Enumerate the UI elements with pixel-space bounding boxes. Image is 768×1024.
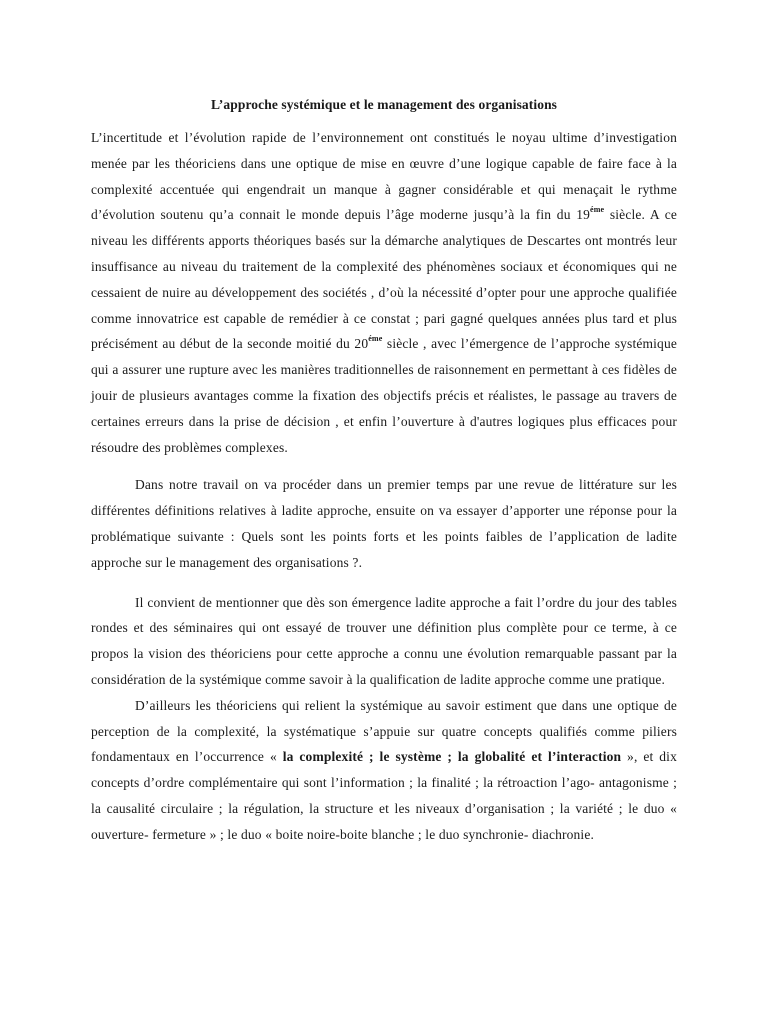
paragraph-4-text-a: D’ailleurs les théoriciens qui relient la systémique au savoir estiment que dans une optique de perception de la complexité, la systématique s’appuie sur quatre concepts qualifiés comme piliers fondamentaux en l’occurrence «	[91, 697, 677, 765]
paragraph-4-text-b: », et dix concepts d’ordre complémentaire qui sont l’information ; la finalité ; la rétroaction l’ago- antagonisme ; la causalité circulaire ; la régulation, la structure et les niveaux d’organisation ; la variété ; le duo « ouverture- fermeture » ; le duo « boite noire-boite blanche ; le duo synchronie- diachronie.	[91, 749, 677, 842]
paragraph-3: Il convient de mentionner que dès son émergence ladite approche a fait l’ordre du jour des tables rondes et des séminaires qui ont essayé de trouver une définition plus complète pour ce terme, à ce propos la vision des théoriciens pour cette approche a connu une évolution remarquable passant par la considération de la systémique comme savoir à la qualification de ladite approche comme une pratique.	[91, 594, 677, 687]
superscript-eme-2: éme	[368, 334, 383, 344]
paragraph-4-bold-concepts: la complexité ; le système ; la globalité et l’interaction	[282, 749, 622, 765]
paragraph-1-text-a: L’incertitude et l’évolution rapide de l’environnement ont constitués le noyau ultime d’investigation menée par les théoriciens dans une optique de mise en œuvre d’une logique capable de faire face à la complexité accentuée qui engendrait un manque à gagner considérable et qui menaçait le rythme d’évolution soutenu qu’a connait le monde depuis l’âge moderne jusqu’à la fin du 19	[91, 130, 677, 223]
paragraph-1-text-c: siècle , avec l’émergence de l’approche systémique qui a assurer une rupture avec les manières traditionnelles de raisonnement en permettant à ces fidèles de jouir de plusieurs avantages comme la fixation des objectifs précis et réalistes, le passage au travers de certaines erreurs dans la prise de décision , et enfin l’ouverture à d'autres logiques plus efficaces pour résoudre des problèmes complexes.	[91, 336, 677, 455]
paragraph-1	[91, 125, 677, 460]
paragraph-2: Dans notre travail on va procéder dans un premier temps par une revue de littérature sur les différentes définitions relatives à ladite approche, ensuite on va essayer d’apporter une réponse pour la problématique suivante : Quels sont les points forts et les points faibles de l’application de ladite approche sur le management des organisations ?.	[91, 477, 677, 570]
superscript-eme-1: éme	[590, 205, 605, 215]
paragraph-1-text-b: siècle. A ce niveau les différents apports théoriques basés sur la démarche analytiques de Descartes ont montrés leur insuffisance au niveau du traitement de la complexité des phénomènes sociaux et économiques qui ne cessaient de nuire au développement des sociétés , d’où la nécessité d’opter pour une approche qualifiée comme innovatrice est capable de remédier à ce constat ; pari gagné quelques années plus tard et plus précisément au début de la seconde moitié du 20	[91, 207, 677, 352]
paragraph-4	[91, 693, 677, 848]
document-title: L’approche systémique et le management des organisations	[210, 97, 558, 112]
